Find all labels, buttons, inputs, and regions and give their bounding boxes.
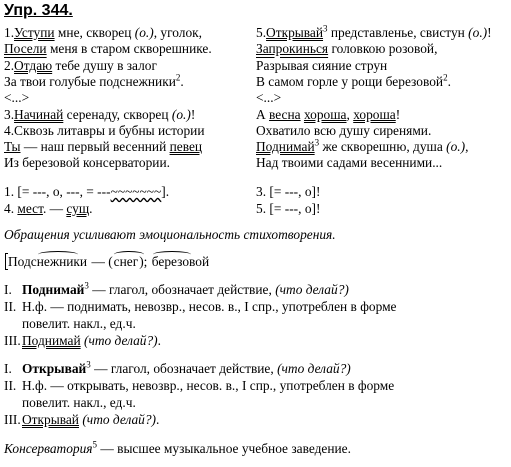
morpheme-word-berezovoy	[151, 254, 210, 269]
text-segment: А	[256, 106, 270, 122]
morpheme-word-3: березовой	[151, 254, 210, 269]
text-segment: представленье, свистун	[327, 25, 469, 40]
text-segment: (о.)	[171, 106, 191, 122]
roman-numeral: I.	[4, 282, 12, 297]
roman-numeral: II.	[4, 299, 17, 314]
text-line	[4, 74, 184, 89]
footnote-word: Консерватория	[4, 441, 93, 456]
footnote-mark: 5	[92, 439, 98, 450]
morpheme-word-sneg	[113, 254, 140, 269]
text-line	[4, 155, 170, 170]
footnote	[4, 441, 351, 456]
text-line	[256, 90, 281, 105]
text-segment: 1.	[4, 25, 15, 40]
text-segment: <...>	[256, 90, 282, 106]
text-line	[256, 25, 492, 40]
text-line	[4, 201, 93, 216]
text-segment: (о.)	[134, 25, 154, 40]
text-segment: мне, скворец	[54, 25, 135, 40]
analysis-line	[4, 316, 504, 331]
text-segment: 3.	[4, 106, 15, 122]
text-segment: Поднимай	[22, 282, 85, 297]
text-segment: 1. [= ---, о, ---, = ---	[4, 184, 111, 199]
text-segment: хороша	[353, 106, 396, 122]
text-segment: Начинай	[14, 106, 64, 122]
exercise-title: Упр. 344.	[4, 2, 73, 19]
text-segment: Над твоими садами весенними...	[256, 155, 443, 171]
text-line	[4, 58, 157, 73]
morpheme-sep-1: — (	[88, 254, 113, 269]
text-segment: Посели	[4, 41, 47, 57]
text-segment: ,	[346, 106, 354, 122]
analysis-line	[4, 299, 504, 314]
text-segment: ,	[465, 139, 469, 155]
text-segment: 2	[175, 72, 181, 83]
analysis-line	[4, 412, 504, 427]
text-segment: В самом горле у рощи березовой	[256, 73, 444, 89]
morpheme-word-podsnezhniki	[4, 254, 88, 269]
text-segment: сущ	[66, 201, 90, 216]
text-line	[256, 155, 442, 170]
text-segment: , уголок,	[153, 25, 203, 40]
text-segment: Открывай	[22, 361, 87, 376]
text-line	[4, 107, 195, 122]
text-segment: 4.	[4, 201, 18, 216]
text-segment: 3	[86, 359, 91, 370]
roman-numeral: III.	[4, 333, 21, 348]
text-segment: 3	[323, 23, 328, 34]
text-segment: (что делай?)	[83, 333, 158, 348]
text-line	[256, 184, 320, 199]
text-segment: .	[180, 73, 184, 89]
morpheme-analysis	[4, 254, 210, 269]
text-segment: Открывай	[266, 25, 324, 40]
text-segment: же скворешню, душа	[319, 139, 447, 155]
analysis-line	[4, 333, 504, 348]
text-segment: 2.	[4, 57, 15, 73]
text-segment: певец	[169, 139, 203, 155]
text-segment: весна	[269, 106, 301, 122]
analysis-line	[4, 378, 504, 393]
text-segment: хороша	[303, 106, 347, 122]
text-segment: 5.	[256, 25, 267, 40]
text-segment: — наш первый весенний	[20, 139, 170, 155]
text-segment: (о.)	[468, 25, 488, 40]
text-segment: (о.)	[446, 139, 466, 155]
text-segment: 2	[443, 72, 448, 83]
text-segment: 3	[84, 280, 89, 291]
text-segment: 4.Сквозь литавры и бубны истории	[4, 122, 205, 138]
text-line	[256, 139, 468, 154]
text-line	[4, 41, 212, 56]
morpheme-word-1: Подснежники	[8, 254, 88, 269]
text-line	[256, 58, 387, 73]
morpheme-word-2: снег	[113, 254, 139, 269]
text-segment: Поднимай	[22, 333, 81, 348]
text-segment: 3. [= ---, о]!	[256, 184, 321, 199]
text-segment: .	[157, 333, 161, 348]
text-line	[4, 25, 202, 40]
text-segment: !	[190, 106, 196, 122]
text-line	[256, 41, 437, 56]
text-segment: . —	[42, 201, 67, 216]
text-segment: Открывай	[22, 412, 79, 427]
analysis-line	[4, 282, 504, 297]
text-segment: .	[89, 201, 93, 216]
roman-numeral: III.	[4, 412, 21, 427]
text-segment: .	[447, 73, 451, 89]
text-segment: мест	[17, 201, 43, 216]
text-segment: Отдаю	[14, 57, 53, 73]
text-segment: (что делай?)	[277, 361, 351, 376]
text-line	[4, 90, 29, 105]
root-arc-2	[114, 251, 144, 258]
text-segment: ~~~~~~~	[110, 184, 162, 199]
text-segment: — глагол, обозначает действие,	[90, 361, 278, 376]
root-arc	[38, 251, 78, 258]
text-segment: (что делай?)	[82, 412, 156, 427]
morpheme-sep-2: );	[139, 254, 151, 269]
appeal-note: Обращения усиливают эмоциональность стихотворения.	[4, 227, 336, 242]
text-line	[4, 184, 169, 199]
text-segment: меня в старом скворешнике.	[46, 41, 212, 57]
text-segment: Поднимай	[256, 139, 315, 155]
root-arc-3	[153, 251, 191, 258]
text-segment: Разрывая сияние струн	[256, 57, 388, 73]
text-segment: Охватило всю душу сиренями.	[256, 122, 432, 138]
text-line	[256, 107, 400, 122]
roman-numeral: II.	[4, 378, 17, 393]
footnote-text: — высшее музыкальное учебное заведение.	[97, 441, 351, 456]
text-segment: (что делай?)	[275, 282, 349, 297]
text-segment: <...>	[4, 90, 30, 106]
text-line	[256, 74, 451, 89]
text-segment: тебе душу в залог	[52, 57, 157, 73]
text-segment: За твои голубые подснежники	[4, 73, 176, 89]
text-segment: Н.ф. — поднимать, невозвр., несов. в., I спр., употреблен в форме	[22, 299, 397, 314]
text-segment: !	[487, 25, 492, 40]
text-line	[4, 123, 205, 138]
text-segment: повелит. накл., ед.ч.	[22, 395, 136, 410]
text-segment: .	[156, 412, 160, 427]
text-segment: серенаду, скворец	[63, 106, 172, 122]
analysis-line	[4, 395, 504, 410]
text-segment: — глагол, обозначает действие,	[88, 282, 276, 297]
text-segment: ].	[161, 184, 170, 199]
text-segment: Н.ф. — открывать, невозвр., несов. в., I спр., употреблен в форме	[22, 378, 395, 393]
text-segment: Ты	[4, 139, 21, 155]
text-segment: Уступи	[14, 25, 55, 40]
text-segment: головкою розовой,	[328, 41, 438, 57]
text-line	[256, 201, 320, 216]
roman-numeral: I.	[4, 361, 12, 376]
analysis-line	[4, 361, 504, 376]
text-line	[4, 139, 202, 154]
text-line	[256, 123, 431, 138]
text-segment: 5. [= ---, о]!	[256, 201, 321, 216]
text-segment: !	[395, 106, 401, 122]
text-segment: Из березовой консерватории.	[4, 155, 170, 171]
text-segment: Запрокинься	[256, 41, 329, 57]
text-segment: повелит. накл., ед.ч.	[22, 316, 136, 331]
text-segment: 3	[314, 137, 320, 148]
